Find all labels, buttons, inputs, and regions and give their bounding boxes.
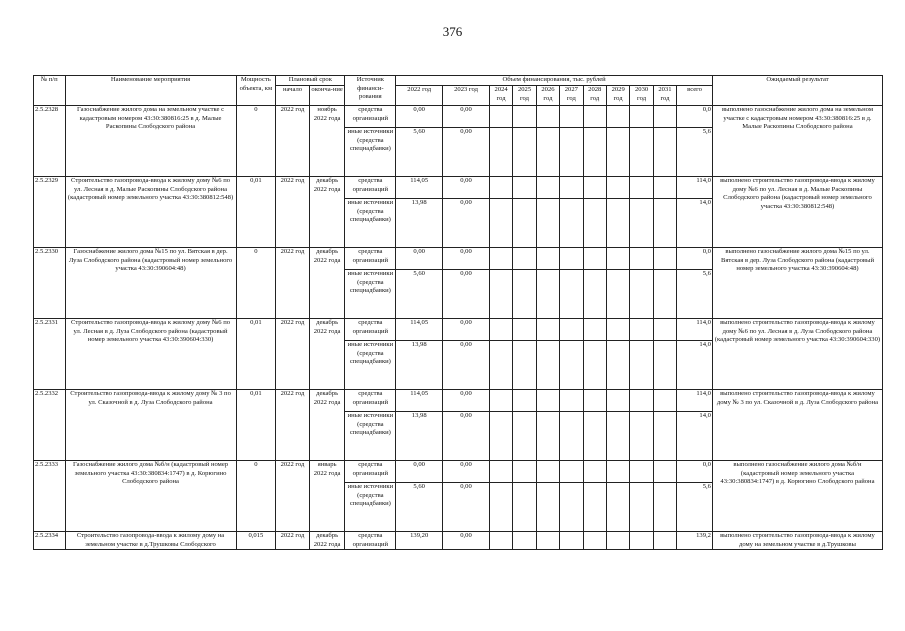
amount-empty [630,341,653,390]
capacity-value: 0,01 [236,319,276,390]
amount-total: 14,0 [677,199,713,248]
amount-empty [489,177,512,199]
amount-total: 0,0 [677,106,713,128]
table-row [34,319,883,341]
amount-empty [513,128,536,177]
amount-2023: 0,00 [443,106,490,128]
amount-empty [560,341,583,390]
expected-result: выполнено строительство газопровода-ввода к жилому дому на земельном участке в д.Трушковы [712,532,882,550]
amount-2022: 5,60 [396,270,443,319]
amount-2023: 0,00 [443,128,490,177]
header-total: всего [677,86,713,106]
amount-empty [583,412,606,461]
amount-empty [583,177,606,199]
amount-2023: 0,00 [443,483,490,532]
amount-2022: 114,05 [396,390,443,412]
amount-2023: 0,00 [443,270,490,319]
amount-empty [560,412,583,461]
amount-empty [606,106,629,128]
capacity-value: 0,01 [236,177,276,248]
amount-empty [630,461,653,483]
amount-empty [653,319,676,341]
amount-empty [560,532,583,550]
expected-result: выполнено строительство газопровода-ввода к жилому дому № 3 по ул. Сказочной в д. Луза Слободского района [712,390,882,461]
amount-empty [536,532,559,550]
amount-empty [606,390,629,412]
amount-2023: 0,00 [443,461,490,483]
amount-empty [536,177,559,199]
row-number: 2.5.2331 [34,319,66,390]
amount-total: 14,0 [677,341,713,390]
amount-empty [653,270,676,319]
row-number: 2.5.2334 [34,532,66,550]
amount-2022: 5,60 [396,128,443,177]
header-year: 2022 год [396,86,443,106]
amount-2023: 0,00 [443,532,490,550]
activity-name: Строительство газопровода-ввода к жилому дому №6 по ул. Лесная в д. Малые Раскопины Слободского района (кадастровый номер земельного участка 43:30:380812:548) [65,177,236,248]
amount-empty [606,483,629,532]
header-period: Плановый срок [276,76,345,86]
amount-2022: 13,98 [396,412,443,461]
header-year: 2029 год [606,86,629,106]
header-source: Источник финанси-рования [345,76,396,106]
funding-table [33,75,883,550]
amount-empty [630,248,653,270]
amount-2023: 0,00 [443,412,490,461]
amount-empty [513,106,536,128]
amount-empty [536,412,559,461]
amount-empty [560,461,583,483]
amount-empty [513,341,536,390]
amount-empty [583,461,606,483]
amount-empty [489,270,512,319]
amount-empty [630,128,653,177]
amount-empty [489,199,512,248]
header-funding: Объем финансирования, тыс. рублей [396,76,713,86]
amount-empty [489,106,512,128]
activity-name: Газоснабжение жилого дома №15 по ул. Вятская в дер. Луза Слободского района (кадастровый номер земельного участка 43:30:390604:48) [65,248,236,319]
amount-empty [513,461,536,483]
end-date: декабрь 2022 года [309,390,345,461]
amount-empty [653,390,676,412]
amount-empty [560,199,583,248]
expected-result: выполнено строительство газопровода-ввода к жилому дому №6 по ул. Лесная в д. Малые Раскопины Слободского района (кадастровый номер земельного участка 43:30:380812:548) [712,177,882,248]
end-date: декабрь 2022 года [309,532,345,550]
amount-total: 114,0 [677,319,713,341]
amount-empty [583,199,606,248]
amount-empty [560,106,583,128]
source-org: средства организаций [345,248,396,270]
start-date: 2022 год [276,248,310,319]
header-result: Ожидаемый результат [712,76,882,106]
row-number: 2.5.2330 [34,248,66,319]
end-date: декабрь 2022 года [309,248,345,319]
source-org: средства организаций [345,106,396,128]
amount-empty [653,483,676,532]
amount-empty [583,128,606,177]
amount-empty [583,532,606,550]
row-number: 2.5.2333 [34,461,66,532]
source-org: средства организаций [345,177,396,199]
amount-empty [513,270,536,319]
end-date: ноябрь 2022 года [309,106,345,177]
amount-2023: 0,00 [443,199,490,248]
amount-2023: 0,00 [443,177,490,199]
amount-empty [606,248,629,270]
amount-empty [513,532,536,550]
source-org: средства организаций [345,461,396,483]
amount-empty [653,106,676,128]
amount-empty [583,390,606,412]
amount-empty [653,128,676,177]
header-year: 2031 год [653,86,676,106]
capacity-value: 0,01 [236,390,276,461]
amount-empty [489,412,512,461]
start-date: 2022 год [276,177,310,248]
amount-empty [653,199,676,248]
amount-empty [489,319,512,341]
header-year: 2026 год [536,86,559,106]
activity-name: Газоснабжение жилого дома №б/н (кадастровый номер земельного участка 43:30:380834:1747) в д. Корюгино Слободского района [65,461,236,532]
amount-empty [513,177,536,199]
start-date: 2022 год [276,532,310,550]
amount-empty [653,177,676,199]
capacity-value: 0 [236,248,276,319]
start-date: 2022 год [276,390,310,461]
header-capacity: Мощность объекта, км [236,76,276,106]
amount-empty [630,483,653,532]
row-number: 2.5.2328 [34,106,66,177]
amount-empty [606,412,629,461]
header-year: 2023 год [443,86,490,106]
amount-2022: 114,05 [396,177,443,199]
amount-empty [630,177,653,199]
amount-total: 114,0 [677,177,713,199]
amount-empty [630,199,653,248]
amount-empty [489,461,512,483]
amount-empty [560,319,583,341]
amount-empty [536,483,559,532]
amount-total: 5,6 [677,483,713,532]
amount-empty [606,199,629,248]
amount-empty [630,412,653,461]
source-other: иные источники (средства спецнадбавки) [345,341,396,390]
table-header [34,76,883,106]
amount-empty [606,319,629,341]
expected-result: выполнено газоснабжение жилого дома №б/н (кадастровый номер земельного участка 43:30:380834:1747) в д. Корюгино Слободского района [712,461,882,532]
expected-result: выполнено газоснабжение жилого дома на земельном участке с кадастровым номером 43:30:380816:25 в д. Малые Раскопины Слободского района [712,106,882,177]
source-org: средства организаций [345,532,396,550]
activity-name: Строительство газопровода-ввода к жилому дому на земельном участке в д.Трушковы Слободского [65,532,236,550]
header-year: 2027 год [560,86,583,106]
table-row [34,461,883,483]
capacity-value: 0,015 [236,532,276,550]
amount-empty [560,483,583,532]
activity-name: Строительство газопровода-ввода к жилому дому №6 по ул. Лесная в д. Луза Слободского района (кадастровый номер земельного участка 43:30:390604:330) [65,319,236,390]
amount-empty [513,199,536,248]
header-end: оконча-ние [309,86,345,106]
source-other: иные источники (средства спецнадбавки) [345,412,396,461]
source-other: иные источники (средства спецнадбавки) [345,128,396,177]
amount-empty [606,177,629,199]
amount-2022: 13,98 [396,199,443,248]
amount-empty [560,270,583,319]
header-year: 2028 год [583,86,606,106]
amount-total: 0,0 [677,461,713,483]
amount-2023: 0,00 [443,319,490,341]
table-body [34,106,883,550]
amount-2023: 0,00 [443,248,490,270]
amount-2022: 139,20 [396,532,443,550]
amount-empty [583,341,606,390]
amount-2023: 0,00 [443,390,490,412]
header-num: № п/п [34,76,66,106]
amount-empty [630,319,653,341]
amount-total: 114,0 [677,390,713,412]
amount-empty [653,461,676,483]
amount-empty [536,341,559,390]
expected-result: выполнено строительство газопровода-ввода к жилому дому №6 по ул. Лесная в д. Луза Слободского района (кадастровый номер земельного участка 43:30:390604:330) [712,319,882,390]
amount-empty [489,483,512,532]
amount-empty [489,390,512,412]
amount-empty [583,106,606,128]
header-start: начало [276,86,310,106]
table-row [34,390,883,412]
source-org: средства организаций [345,319,396,341]
header-year: 2024 год [489,86,512,106]
start-date: 2022 год [276,106,310,177]
source-other: иные источники (средства спецнадбавки) [345,270,396,319]
source-other: иные источники (средства спецнадбавки) [345,199,396,248]
amount-empty [513,412,536,461]
amount-total: 14,0 [677,412,713,461]
amount-empty [513,390,536,412]
amount-empty [513,248,536,270]
row-number: 2.5.2332 [34,390,66,461]
amount-empty [653,248,676,270]
amount-empty [606,532,629,550]
amount-total: 139,2 [677,532,713,550]
activity-name: Строительство газопровода-ввода к жилому дому № 3 по ул. Сказочной в д. Луза Слободского района [65,390,236,461]
end-date: декабрь 2022 года [309,177,345,248]
capacity-value: 0 [236,461,276,532]
table-row [34,106,883,128]
table-row [34,532,883,550]
end-date: декабрь 2022 года [309,319,345,390]
amount-2022: 0,00 [396,248,443,270]
table-row [34,248,883,270]
amount-empty [513,483,536,532]
page-number: 376 [442,24,463,39]
source-other: иные источники (средства спецнадбавки) [345,483,396,532]
row-number: 2.5.2329 [34,177,66,248]
amount-empty [606,341,629,390]
amount-empty [536,106,559,128]
amount-total: 0,0 [677,248,713,270]
amount-empty [606,461,629,483]
header-year: 2030 год [630,86,653,106]
amount-total: 5,6 [677,128,713,177]
amount-empty [630,106,653,128]
amount-empty [606,270,629,319]
activity-name: Газоснабжение жилого дома на земельном участке с кадастровым номером 43:30:380816:25 в д. Малые Раскопины Слободского района [65,106,236,177]
start-date: 2022 год [276,461,310,532]
amount-empty [536,199,559,248]
amount-empty [583,270,606,319]
amount-2022: 114,05 [396,319,443,341]
table-row [34,177,883,199]
amount-2022: 13,98 [396,341,443,390]
amount-empty [536,128,559,177]
amount-empty [560,177,583,199]
amount-empty [560,248,583,270]
amount-empty [630,390,653,412]
amount-empty [536,270,559,319]
amount-empty [489,532,512,550]
amount-empty [489,341,512,390]
amount-empty [513,319,536,341]
amount-empty [583,319,606,341]
amount-empty [536,248,559,270]
amount-empty [630,270,653,319]
amount-empty [536,319,559,341]
amount-empty [489,248,512,270]
header-year: 2025 год [513,86,536,106]
capacity-value: 0 [236,106,276,177]
amount-2022: 5,60 [396,483,443,532]
amount-2022: 0,00 [396,106,443,128]
amount-empty [653,412,676,461]
end-date: январь 2022 года [309,461,345,532]
amount-empty [489,128,512,177]
amount-empty [583,248,606,270]
header-name: Наименование мероприятия [65,76,236,106]
amount-empty [630,532,653,550]
expected-result: выполнено газоснабжение жилого дома №15 по ул. Вятская в дер. Луза Слободского района (кадастровый номер земельного участка 43:30:390604:48) [712,248,882,319]
amount-empty [606,128,629,177]
amount-empty [536,461,559,483]
amount-empty [560,128,583,177]
source-org: средства организаций [345,390,396,412]
amount-total: 5,6 [677,270,713,319]
amount-2022: 0,00 [396,461,443,483]
amount-empty [583,483,606,532]
amount-2023: 0,00 [443,341,490,390]
amount-empty [653,341,676,390]
amount-empty [536,390,559,412]
start-date: 2022 год [276,319,310,390]
amount-empty [653,532,676,550]
amount-empty [560,390,583,412]
